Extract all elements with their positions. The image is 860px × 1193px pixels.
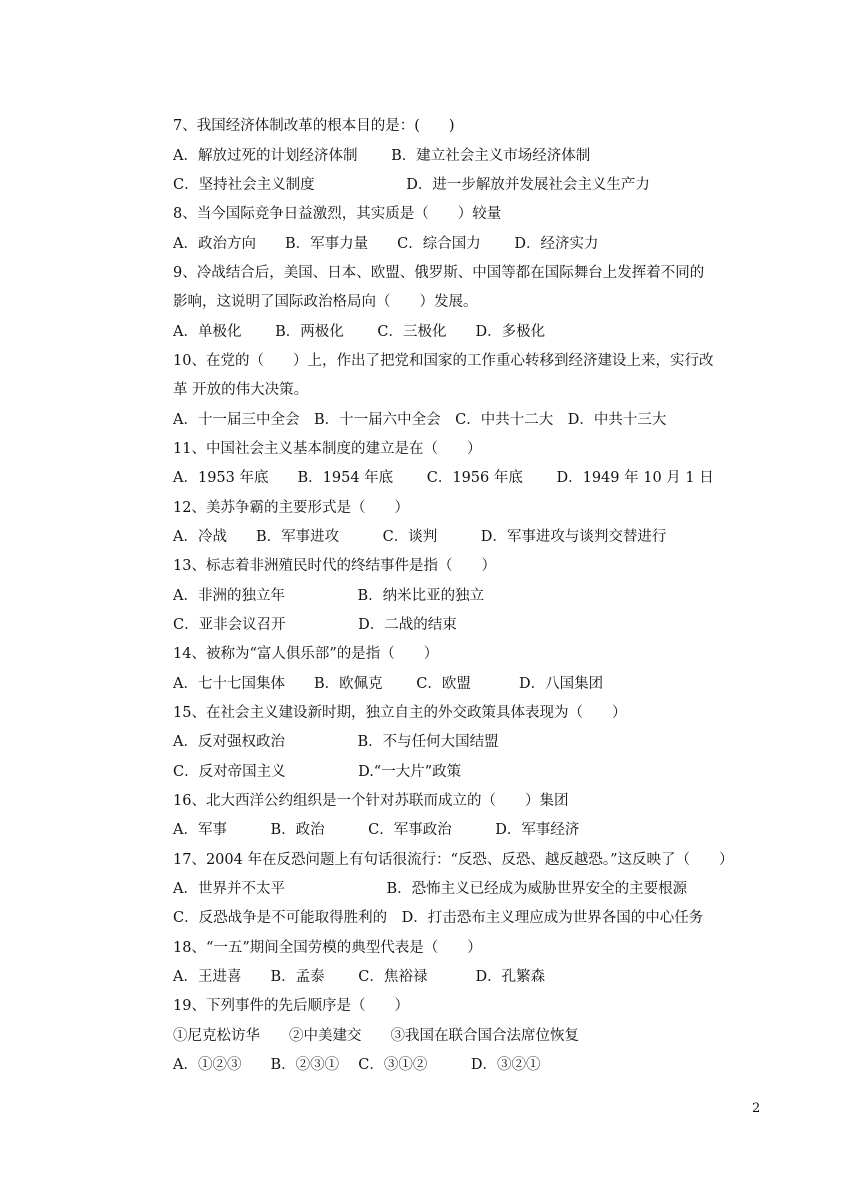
question-10-stem-line-1: 10、在党的（ ）上，作出了把党和国家的工作重心转移到经济建设上来，实行改 bbox=[173, 353, 714, 369]
question-7-options-ab: A．解放过死的计划经济体制 B．建立社会主义市场经济体制 bbox=[173, 148, 591, 164]
question-19-events: ①尼克松访华 ②中美建交 ③我国在联合国合法席位恢复 bbox=[173, 1028, 579, 1044]
question-11-options: A．1953 年底 B．1954 年底 C．1956 年底 D．1949 年 10 月 1 日 bbox=[173, 470, 714, 486]
question-10-options: A．十一届三中全会 B．十一届六中全会 C．中共十二大 D．中共十三大 bbox=[173, 412, 667, 428]
question-8-options: A．政治方向 B．军事力量 C．综合国力 D．经济实力 bbox=[173, 236, 599, 252]
question-9-options: A．单极化 B．两极化 C．三极化 D．多极化 bbox=[173, 324, 546, 340]
question-15-options-ab: A．反对强权政治 B．不与任何大国结盟 bbox=[173, 734, 499, 750]
question-17-options-ab: A．世界并不太平 B．恐怖主义已经成为威胁世界安全的主要根源 bbox=[173, 881, 688, 897]
question-14-stem: 14、被称为“富人俱乐部”的是指（ ） bbox=[173, 646, 439, 662]
question-17-stem: 17、2004 年在反恐问题上有句话很流行：“反恐、反恐、越反越恐。”这反映了（ ） bbox=[173, 852, 734, 868]
question-19-stem: 19、下列事件的先后顺序是（ ） bbox=[173, 998, 409, 1014]
question-12-stem: 12、美苏争霸的主要形式是（ ） bbox=[173, 500, 409, 516]
question-7-options-cd: C．坚持社会主义制度 D．进一步解放并发展社会主义生产力 bbox=[173, 177, 650, 193]
question-18-options: A．王进喜 B．孟泰 C．焦裕禄 D．孔繁森 bbox=[173, 969, 546, 985]
question-8-stem: 8、当今国际竞争日益激烈，其实质是（ ）较量 bbox=[173, 206, 502, 222]
question-15-options-cd: C．反对帝国主义 D.“一大片”政策 bbox=[173, 764, 462, 780]
question-13-options-cd: C．亚非会议召开 D．二战的结束 bbox=[173, 617, 457, 633]
question-9-stem-line-2: 影响，这说明了国际政治格局向（ ）发展。 bbox=[173, 294, 478, 310]
question-12-options: A．冷战 B．军事进攻 C．谈判 D．军事进攻与谈判交替进行 bbox=[173, 529, 667, 545]
page-number: 2 bbox=[752, 1101, 761, 1116]
question-11-stem: 11、中国社会主义基本制度的建立是在（ ） bbox=[173, 441, 482, 457]
question-15-stem: 15、在社会主义建设新时期，独立自主的外交政策具体表现为（ ） bbox=[173, 705, 627, 721]
question-19-options: A．①②③ B．②③① C．③①② D．③②① bbox=[173, 1057, 541, 1073]
question-17-options-cd: C．反恐战争是不可能取得胜利的 D．打击恐布主义理应成为世界各国的中心任务 bbox=[173, 910, 704, 926]
question-10-stem-line-2: 革 开放的伟大决策。 bbox=[173, 382, 309, 398]
question-14-options: A．七十七国集体 B．欧佩克 C．欧盟 D．八国集团 bbox=[173, 676, 604, 692]
question-7-stem: 7、我国经济体制改革的根本目的是：( ) bbox=[173, 118, 455, 134]
question-16-stem: 16、北大西洋公约组织是一个针对苏联而成立的（ ）集团 bbox=[173, 793, 569, 809]
question-18-stem: 18、“一五”期间全国劳模的典型代表是（ ） bbox=[173, 940, 482, 956]
question-9-stem-line-1: 9、冷战结合后，美国、日本、欧盟、俄罗斯、中国等都在国际舞台上发挥着不同的 bbox=[173, 265, 705, 281]
question-16-options: A．军事 B．政治 C．军事政治 D．军事经济 bbox=[173, 822, 580, 838]
question-13-stem: 13、标志着非洲殖民时代的终结事件是指（ ） bbox=[173, 558, 496, 574]
question-13-options-ab: A．非洲的独立年 B．纳米比亚的独立 bbox=[173, 588, 485, 604]
